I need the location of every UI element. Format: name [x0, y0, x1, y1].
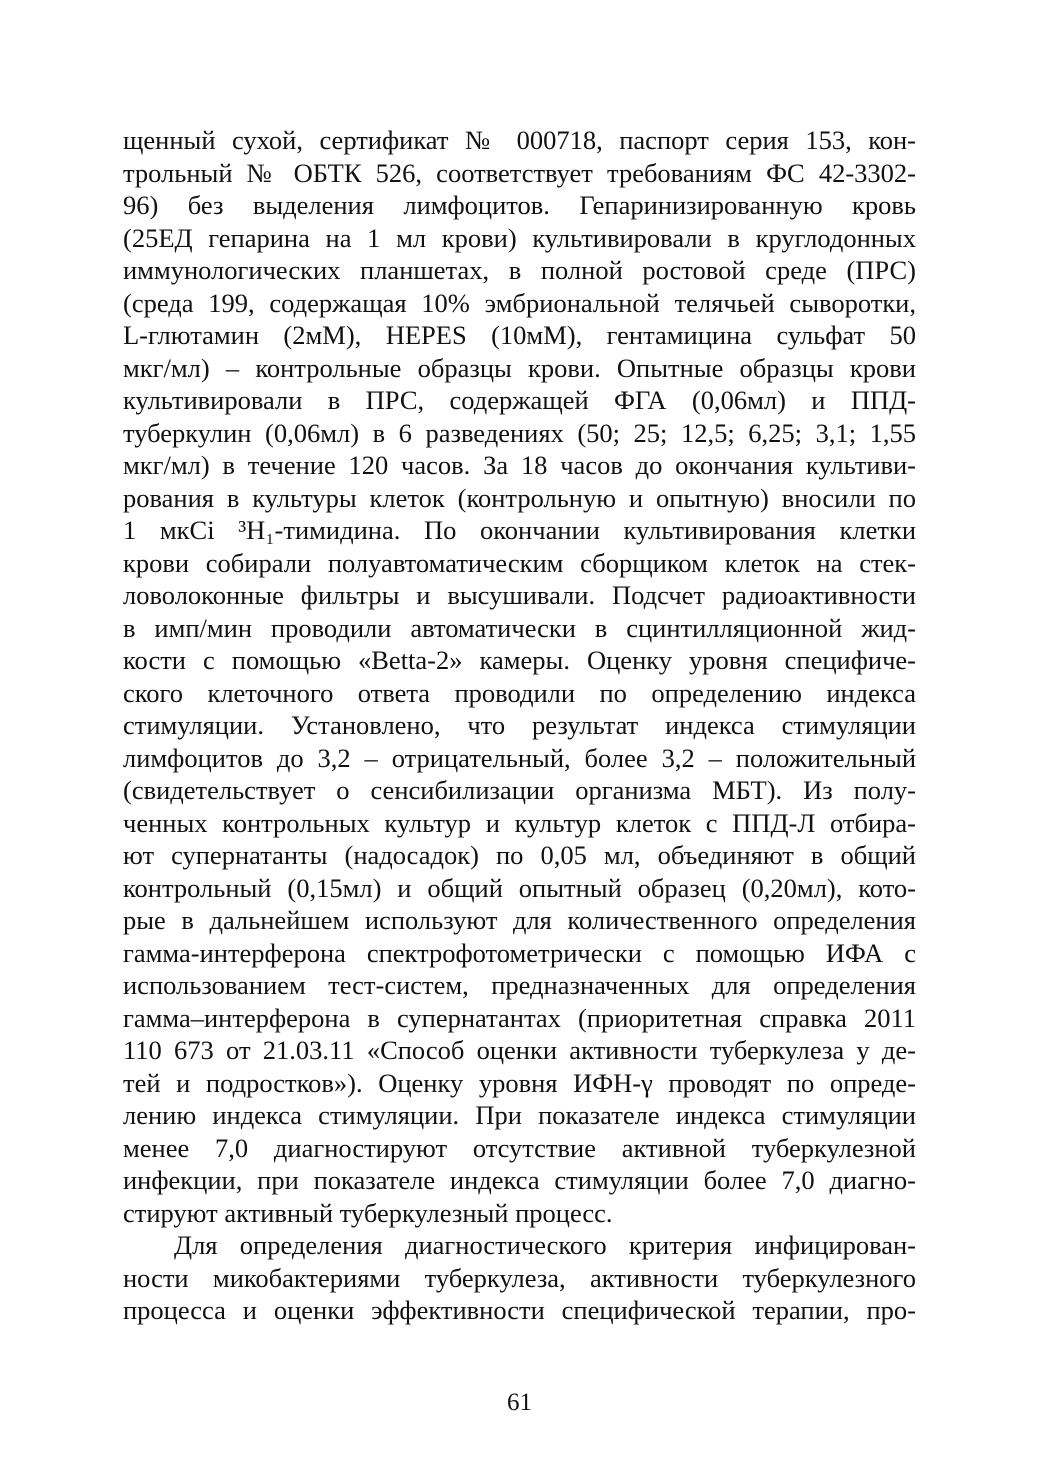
- body-text: [123, 124, 916, 1327]
- text-line: (среда 199, содержащая 10% эмбриональной телячьей сыворотки,: [123, 287, 916, 318]
- paragraph-2: [123, 1229, 916, 1327]
- text-line: в имп/мин проводили автоматически в сцинтилляционной жид-: [123, 612, 916, 643]
- text-line: тей и подростков»). Оценку уровня ИФН-γ проводят по опреде-: [123, 1067, 916, 1098]
- text-line: иммунологических планшетах, в полной ростовой среде (ПРС): [123, 255, 916, 285]
- text-line: культивировали в ПРС, содержащей ФГА (0,06мл) и ППД-: [123, 385, 916, 415]
- text-line: стимуляции. Установлено, что результат индекса стимуляции: [123, 710, 916, 740]
- text-line: ют супернатанты (надосадок) по 0,05 мл, объединяют в общий: [123, 840, 916, 870]
- text-line: щенный сухой, сертификат № 000718, паспорт серия 153, кон-: [123, 125, 916, 155]
- text-line: лению индекса стимуляции. При показателе индекса стимуляции: [123, 1100, 916, 1130]
- text-line: инфекции, при показателе индекса стимуляции более 7,0 диагно-: [123, 1165, 916, 1195]
- text-line: ского клеточного ответа проводили по определению индекса: [123, 677, 916, 708]
- text-line: использованием тест-систем, предназначенных для определения: [123, 970, 916, 1000]
- text-line: трольный № ОБТК 526, соответствует требованиям ФС 42-3302-: [123, 157, 916, 188]
- text-line: ловолоконные фильтры и высушивали. Подсчет радиоактивности: [123, 580, 916, 610]
- text-line: рования в культуры клеток (контрольную и опытную) вносили по: [123, 482, 916, 513]
- text-line: лимфоцитов до 3,2 – отрицательный, более 3,2 – положительный: [123, 742, 916, 773]
- text-line: гамма–интерферона в супернатантах (приоритетная справка 2011: [123, 1002, 916, 1033]
- text-line: менее 7,0 диагностируют отсутствие активной туберкулезной: [123, 1132, 916, 1163]
- text-line: кости с помощью «Betta-2» камеры. Оценку уровня специфиче-: [123, 645, 916, 675]
- text-line: ченных контрольных культур и культур клеток с ППД-Л отбира-: [123, 807, 916, 838]
- text-line: рые в дальнейшем используют для количественного определения: [123, 905, 916, 935]
- text-line: мкг/мл) – контрольные образцы крови. Опытные образцы крови: [123, 352, 916, 383]
- text-line: стируют активный туберкулезный процесс.: [123, 1197, 613, 1228]
- text-line: 1 мкCi ³H₁-тимидина. По окончании культивирования клетки: [123, 515, 916, 545]
- text-line: туберкулин (0,06мл) в 6 разведениях (50; 25; 12,5; 6,25; 3,1; 1,55: [123, 417, 916, 448]
- text-line: Для определения диагностического критерия инфицирован-: [174, 1230, 916, 1260]
- text-line: 110 673 от 21.03.11 «Способ оценки активности туберкулеза у де-: [123, 1035, 916, 1065]
- text-line: крови собирали полуавтоматическим сборщиком клеток на стек-: [123, 547, 916, 578]
- text-line: контрольный (0,15мл) и общий опытный образец (0,20мл), кото-: [123, 872, 916, 903]
- text-line: гамма-интерферона спектрофотометрически с помощью ИФА с: [123, 937, 916, 968]
- text-line: процесса и оценки эффективности специфической терапии, про-: [123, 1295, 916, 1325]
- paragraph-1: [123, 124, 916, 1229]
- text-line: мкг/мл) в течение 120 часов. За 18 часов до окончания культиви-: [123, 450, 916, 480]
- page-number: 61: [507, 1389, 532, 1416]
- text-line: (25ЕД гепарина на 1 мл крови) культивировали в круглодонных: [123, 222, 916, 253]
- text-line: ности микобактериями туберкулеза, активности туберкулезного: [123, 1262, 916, 1293]
- text-line: 96) без выделения лимфоцитов. Гепаринизированную кровь: [123, 190, 916, 220]
- text-line: (свидетельствует о сенсибилизации организма МБТ). Из полу-: [123, 775, 916, 805]
- text-line: L-глютамин (2мМ), HEPES (10мМ), гентамицина сульфат 50: [123, 320, 916, 350]
